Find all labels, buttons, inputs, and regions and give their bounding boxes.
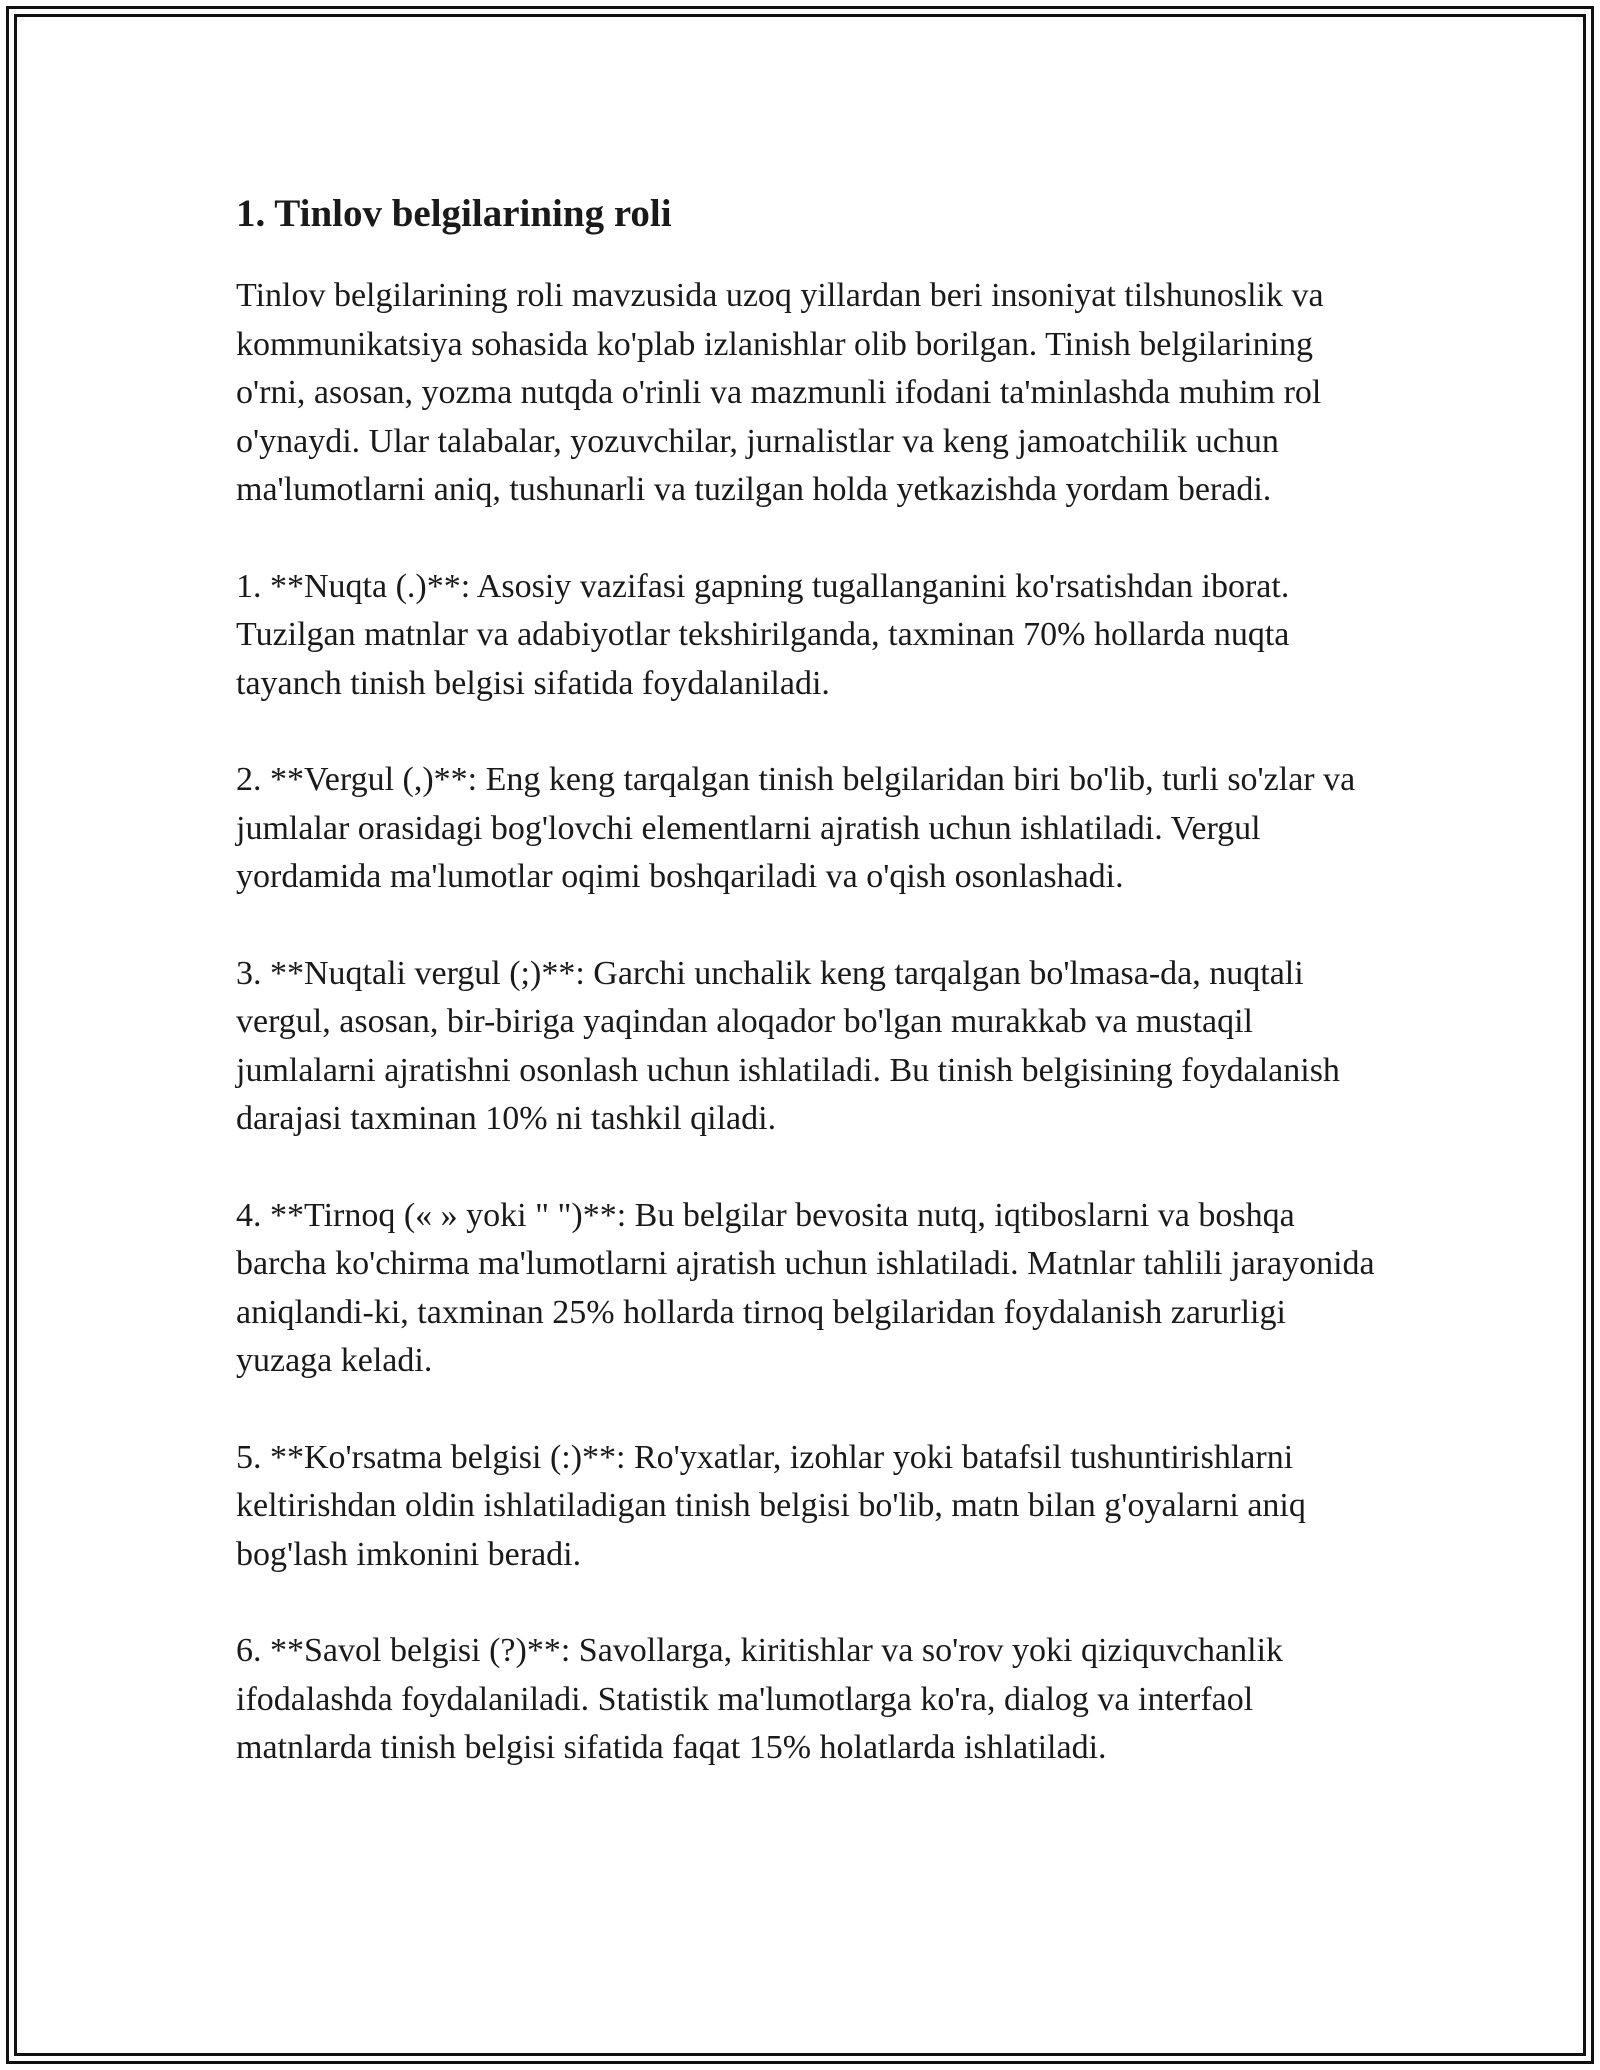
list-item-vergul: 2. **Vergul (,)**: Eng keng tarqalgan tinish belgilaridan biri bo'lib, turli so'zlar va jumlalar orasidagi bog'lovchi elementlarni ajratish uchun ishlatiladi. Vergul yordamida ma'lumotlar oqimi boshqariladi va o'qish osonlashadi. [236, 761, 1356, 895]
document-body [236, 186, 1376, 1821]
list-item-tirnoq: 4. **Tirnoq (« » yoki " ")**: Bu belgilar bevosita nutq, iqtiboslarni va boshqa barcha ko'chirma ma'lumotlarni ajratish uchun ishlatiladi. Matnlar tahlili jarayonida aniqlandi-ki, taxminan 25% hollarda tirnoq belgilaridan foydalanish zarurligi yuzaga keladi. [236, 1196, 1375, 1379]
list-item-korsatma-belgisi: 5. **Ko'rsatma belgisi (:)**: Ro'yxatlar, izohlar yoki batafsil tushuntirishlarni keltirishdan oldin ishlatiladigan tinish belgisi bo'lib, matn bilan g'oyalarni aniq bog'lash imkonini beradi. [236, 1438, 1306, 1573]
list-item-nuqta: 1. **Nuqta (.)**: Asosiy vazifasi gapning tugallanganini ko'rsatishdan iborat. Tuzilgan matnlar va adabiyotlar tekshirilganda, taxminan 70% hollarda nuqta tayanch tinish belgisi sifatida foydalaniladi. [236, 567, 1290, 702]
list-item-nuqtali-vergul: 3. **Nuqtali vergul (;)**: Garchi unchalik keng tarqalgan bo'lmasa-da, nuqtali vergul, asosan, bir-biriga yaqindan aloqador bo'lgan murakkab va mustaqil jumlalarni ajratishni osonlash uchun ishlatiladi. Bu tinish belgisining foydalanish darajasi taxminan 10% ni tashkil qiladi. [236, 954, 1340, 1137]
list-item-savol-belgisi: 6. **Savol belgisi (?)**: Savollarga, kiritishlar va so'rov yoki qiziquvchanlik ifodalashda foydalaniladi. Statistik ma'lumotlarga ko'ra, dialog va interfaol matnlarda tinish belgisi sifatida faqat 15% holatlarda ishlatiladi. [236, 1632, 1284, 1766]
section-heading: 1. Tinlov belgilarining roli [236, 192, 672, 235]
intro-paragraph: Tinlov belgilarining roli mavzusida uzoq yillardan beri insoniyat tilshunoslik va kommunikatsiya sohasida ko'plab izlanishlar olib borilgan. Tinish belgilarining o'rni, asosan, yozma nutqda o'rinli va mazmunli ifodani ta'minlashda muhim rol o'ynaydi. Ular talabalar, yozuvchilar, jurnalistlar va keng jamoatchilik uchun ma'lumotlarni aniq, tushunarli va tuzilgan holda yetkazishda yordam beradi. [236, 277, 1324, 508]
